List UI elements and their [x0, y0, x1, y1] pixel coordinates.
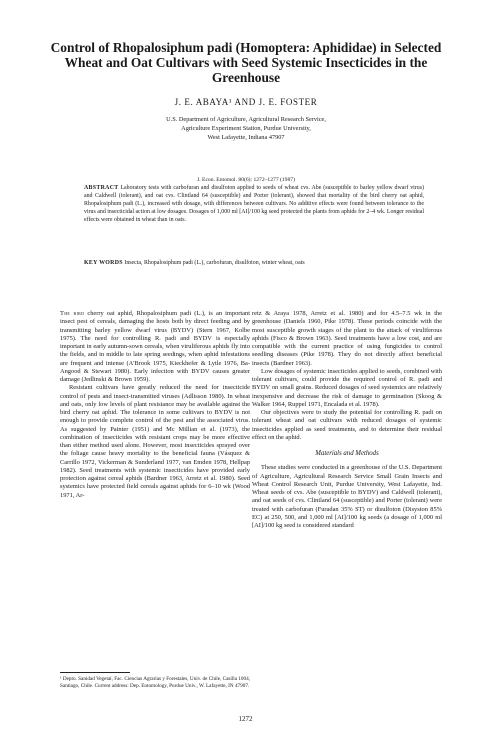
intro-paragraph-5: Our objectives were to study the potential for controlling R. padi on tolerant wheat and oat cultivars with reduced dosages of systemic insecticides applied as seed treatments, and to determine their residual effect on the aphid.: [252, 409, 442, 441]
abstract-text: Laboratory tests with carbofuran and disulfoton applied to seeds of wheat cvs. Abe (susceptible to barley yellow dwarf virus) and Caldwell (tolerant), and oat cvs. Clintland 64 (susceptible) and Porter (tolerant), showed that mortality of the bird cherry oat aphid, Rhopalosiphum padi (L.), increased with dosage, with differences between cultivars. No additive effects were found between tolerance to the virus and insecticidal action at low dosages. Dosages of 1,000 ml [AI]/100 kg seed protected the plants from aphids for 2–4 wk. Longer residual effects were obtained in wheat than in oats.: [84, 185, 424, 223]
footnote-divider: [60, 672, 130, 673]
intro-paragraph-1-text: cherry oat aphid, Rhopalosiphum padi (L.), is an important insect pest of cereals, damaging the hosts both by direct feeding and by transmitting barley yellow dwarf virus (BYDV) (Stern 1967, Kolbe 1975). The need for controlling R. padi and BYDV is especially important in early autumn-sown cereals, when viruliferous aphids fly into the fields, and in middle to late spring seedings, when aphid infestations are frequent and intense (A'Brook 1975, Kieckhefer & Lytle 1976, Ba-Angood & Stewart 1980). Early infection with BYDV causes greater damage (Jedlinski & Brown 1959).: [60, 310, 250, 383]
intro-lead-in: The bird: [60, 310, 85, 317]
affiliation-line-1: U.S. Department of Agriculture, Agricultural Research Service,: [166, 116, 326, 123]
body-column-left: [60, 310, 250, 500]
intro-paragraph-2: Resistant cultivars have greatly reduced the need for insecticide control of pests and insect-transmitted viruses (Adlisson 1980). In wheat and oats, only low levels of plant resistance may be available against the bird cherry oat aphid. The tolerance in some cultivars to BYDV is not enough to provide complete control of the pest and the associated virus. As suggested by Painter (1951) and Mc Millian et al. (1973), the combination of insecticides with resistant crops may be more effective than either method used alone. However, most insecticides sprayed over the foliage cause heavy mortality to the beneficial fauna (Vásquez & Carrillo 1972, Vickerman & Sunderland 1977, van Emden 1978, Hellpap 1982). Seed treatments with systemic insecticides have provided early protection against cereal aphids (Bardner 1963, Arretz et al. 1980). Seed systemics have protected field cereals against aphids for 6–10 wk (Wood 1971, Ar-: [60, 384, 250, 499]
intro-paragraph-1: [60, 310, 250, 384]
body-column-right: [252, 310, 442, 530]
section-heading: Materials and Methods: [315, 450, 379, 457]
methods-paragraph-1: These studies were conducted in a greenhouse of the U.S. Department of Agriculture, Agricultural Research Service Small Grain Insects and Wheat Control Research Unit, Purdue University, West Lafayette, Ind. Wheat seeds of cvs. Abe (susceptible to BYDV) and Caldwell (tolerant), and oat seeds of cvs. Clintland 64 (susceptible) and Porter (tolerant) were treated with carbofuran (Furadan 35% ST) or disulfoton (Disyston 85% EC) at 250, 500, and 1,000 ml [AI]/100 kg seeds (a dosage of 1,000 ml [AI]/100 kg seed is considered standard: [252, 464, 442, 529]
affiliation-line-2: Agriculture Experiment Station, Purdue University,: [181, 124, 311, 132]
abstract-label: ABSTRACT: [84, 185, 119, 191]
article-title: Control of Rhopalosiphum padi (Homoptera: Aphididae) in Selected Wheat and Oat Cultivars with Seed Systemic Insecticides in the Greenhouse: [50, 40, 442, 85]
intro-paragraph-4: Low dosages of systemic insecticides applied to seeds, combined with tolerant cultivars, could provide the required control of R. padi and BYDV on small grains. Reduced dosages of seed systemics are relatively inexpensive and decrease the risk of damage to germination (Skoog & Walker 1964, Ruppel 1971, Encalada et al. 1978).: [252, 367, 442, 408]
article-authors: J. E. ABAYA¹ AND J. E. FOSTER: [174, 97, 318, 107]
keywords-label: KEY WORDS: [84, 260, 123, 266]
footnote: ¹ Depto. Sanidad Vegetal, Fac. Ciencias Agrarias y Forestales, Univ. de Chile, Casilla 1004, Santiago, Chile. Current address: Dep. Entomology, Purdue Univ., W. Lafayette, IN 47907.: [60, 676, 250, 689]
keywords-text: Insecta, Rhopalosiphum padi (L.), carbofuran, disulfoton, winter wheat, oats: [124, 260, 305, 266]
keywords: [84, 259, 424, 267]
affiliation-line-3: West Lafayette, Indiana 47907: [207, 133, 285, 141]
page-number: 1272: [238, 715, 253, 723]
citation-line: J. Econ. Entomol. 80(6): 1272–1277 (1987): [197, 177, 295, 183]
author-affiliation: [80, 116, 412, 142]
intro-paragraph-3: retz & Araya 1978, Arretz et al. 1980) and for 4.5–7.5 wk in the greenhouse (Daniels 1960, Pike 1978). These periods coincide with the most susceptible growth stages of the plant to the attack of viruliferous aphids (Fisco & Brown 1963). Seed treatments have a low cost, and are compatible with the current practice of using fungicides to control seedling diseases (Pike 1978). They do not directly affect beneficial insects (Bardner 1963).: [252, 310, 442, 367]
abstract: [84, 184, 424, 224]
